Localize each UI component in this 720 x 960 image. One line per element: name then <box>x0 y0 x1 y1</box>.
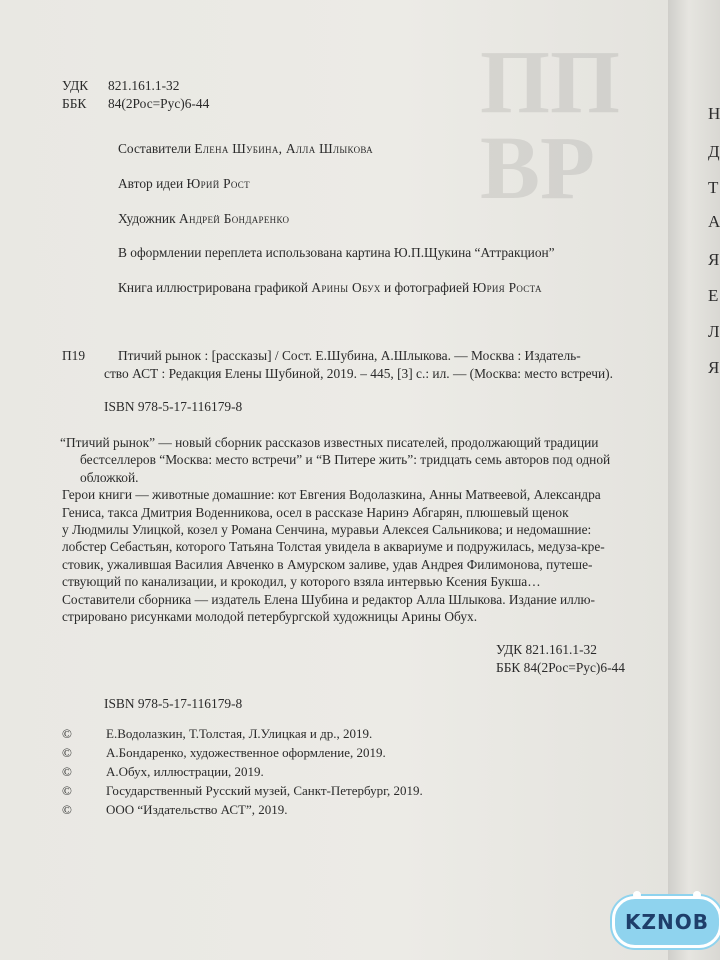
illustration-line <box>118 280 542 296</box>
udk-bottom: УДК 821.161.1-32 <box>496 642 597 657</box>
annotation-line: ствующий по канализации, и крокодил, у которого взяла интервью Ксения Букша… <box>62 574 541 590</box>
copyright-icon: © <box>62 802 72 817</box>
idea-line <box>118 176 250 192</box>
copyright-icon: © <box>62 726 72 741</box>
edge-letter: Т <box>708 178 719 197</box>
edge-letter: Л <box>708 322 720 341</box>
edge-letter: Я <box>708 250 720 269</box>
annotation <box>62 434 628 625</box>
copyright-icon: © <box>62 764 72 779</box>
edge-letter: А <box>708 212 720 231</box>
annotation-line: Гениса, такса Дмитрия Воденникова, осел в рассказе Наринэ Абгарян, плюшевый щенок <box>62 504 569 520</box>
annotation-line: бестселлеров “Москва: место встречи” и “В Питере жить”: тридцать семь авторов под одной <box>80 452 611 468</box>
illustration-name1: Арины Обух <box>311 280 381 295</box>
biblio-line-1: Птичий рынок : [рассказы] / Сост. Е.Шубина, А.Шлыкова. — Москва : Издатель- <box>118 348 581 363</box>
annotation-line: обложкой. <box>80 469 139 485</box>
copyright-text: А.Обух, иллюстрации, 2019. <box>106 764 264 779</box>
illustration-pre: Книга иллюстрирована графикой <box>118 280 308 295</box>
isbn-bottom: ISBN 978-5-17-116179-8 <box>104 696 243 711</box>
copyright-text: ООО “Издательство АСТ”, 2019. <box>106 802 288 817</box>
annotation-line: лобстер Себастьян, которого Татьяна Толстая увидела в аквариуме и подружилась, медуза-кре- <box>62 539 605 555</box>
idea-name: Юрий Рост <box>186 176 250 191</box>
annotation-line: у Людмилы Улицкой, козел у Романа Сенчина, муравьи Алексея Сальникова; и недомашние: <box>62 522 592 538</box>
artist-name: Андрей Бондаренко <box>178 211 290 226</box>
illustration-name2: Юрия Роста <box>472 280 542 295</box>
biblio-code: П19 <box>62 348 86 363</box>
next-page-edge <box>668 0 720 960</box>
idea-label: Автор идеи <box>118 176 184 191</box>
biblio-line-2: ство АСТ : Редакция Елены Шубиной, 2019. – 445, [3] с.: ил. — (Москва: место встречи). <box>104 366 613 381</box>
watermark-logo: KZNOB <box>612 896 720 948</box>
udk-value: 821.161.1-32 <box>108 78 180 93</box>
bbk-value: 84(2Рос=Рус)6-44 <box>108 96 210 111</box>
copyright-icon: © <box>62 783 72 798</box>
edge-letter: Я <box>708 358 720 377</box>
compilers-names: Елена Шубина, Алла Шлыкова <box>194 141 373 156</box>
compilers-label: Составители <box>118 141 191 156</box>
annotation-line: стовик, ужалившая Василия Авченко в Амурском заливе, удав Андрея Филимонова, путеше- <box>62 556 593 572</box>
edge-letter: Е <box>708 286 719 305</box>
copyright-icon: © <box>62 745 72 760</box>
show-through-print: ПП ВР <box>480 33 621 218</box>
annotation-line: стрировано рисунками молодой петербургской художницы Арины Обух. <box>62 609 478 625</box>
annotation-line: Составители сборника — издатель Елена Шубина и редактор Алла Шлыкова. Издание иллю- <box>62 591 595 607</box>
annotation-line: Герои книги — животные домашние: кот Евгения Водолазкина, Анны Матвеевой, Александра <box>62 487 601 503</box>
bbk-bottom: ББК 84(2Рос=Рус)6-44 <box>496 660 625 675</box>
copyright-text: Е.Водолазкин, Т.Толстая, Л.Улицкая и др., 2019. <box>106 726 373 741</box>
copyright-text: А.Бондаренко, художественное оформление, 2019. <box>106 745 386 760</box>
illustration-mid: и фотографией <box>383 280 470 295</box>
cover-line: В оформлении переплета использована картина Ю.П.Щукина “Аттракцион” <box>118 245 555 260</box>
edge-letter: Н <box>708 104 720 123</box>
copyright-text: Государственный Русский музей, Санкт-Петербург, 2019. <box>106 783 423 798</box>
artist-label: Художник <box>118 211 176 226</box>
isbn-top: ISBN 978-5-17-116179-8 <box>104 399 243 414</box>
annotation-line: “Птичий рынок” — новый сборник рассказов известных писателей, продолжающий традиции <box>60 435 599 450</box>
edge-letter: Д <box>708 142 720 161</box>
udk-label: УДК <box>62 78 89 93</box>
bbk-label: ББК <box>62 96 87 111</box>
artist-line <box>118 211 289 227</box>
compilers-line <box>118 141 373 157</box>
